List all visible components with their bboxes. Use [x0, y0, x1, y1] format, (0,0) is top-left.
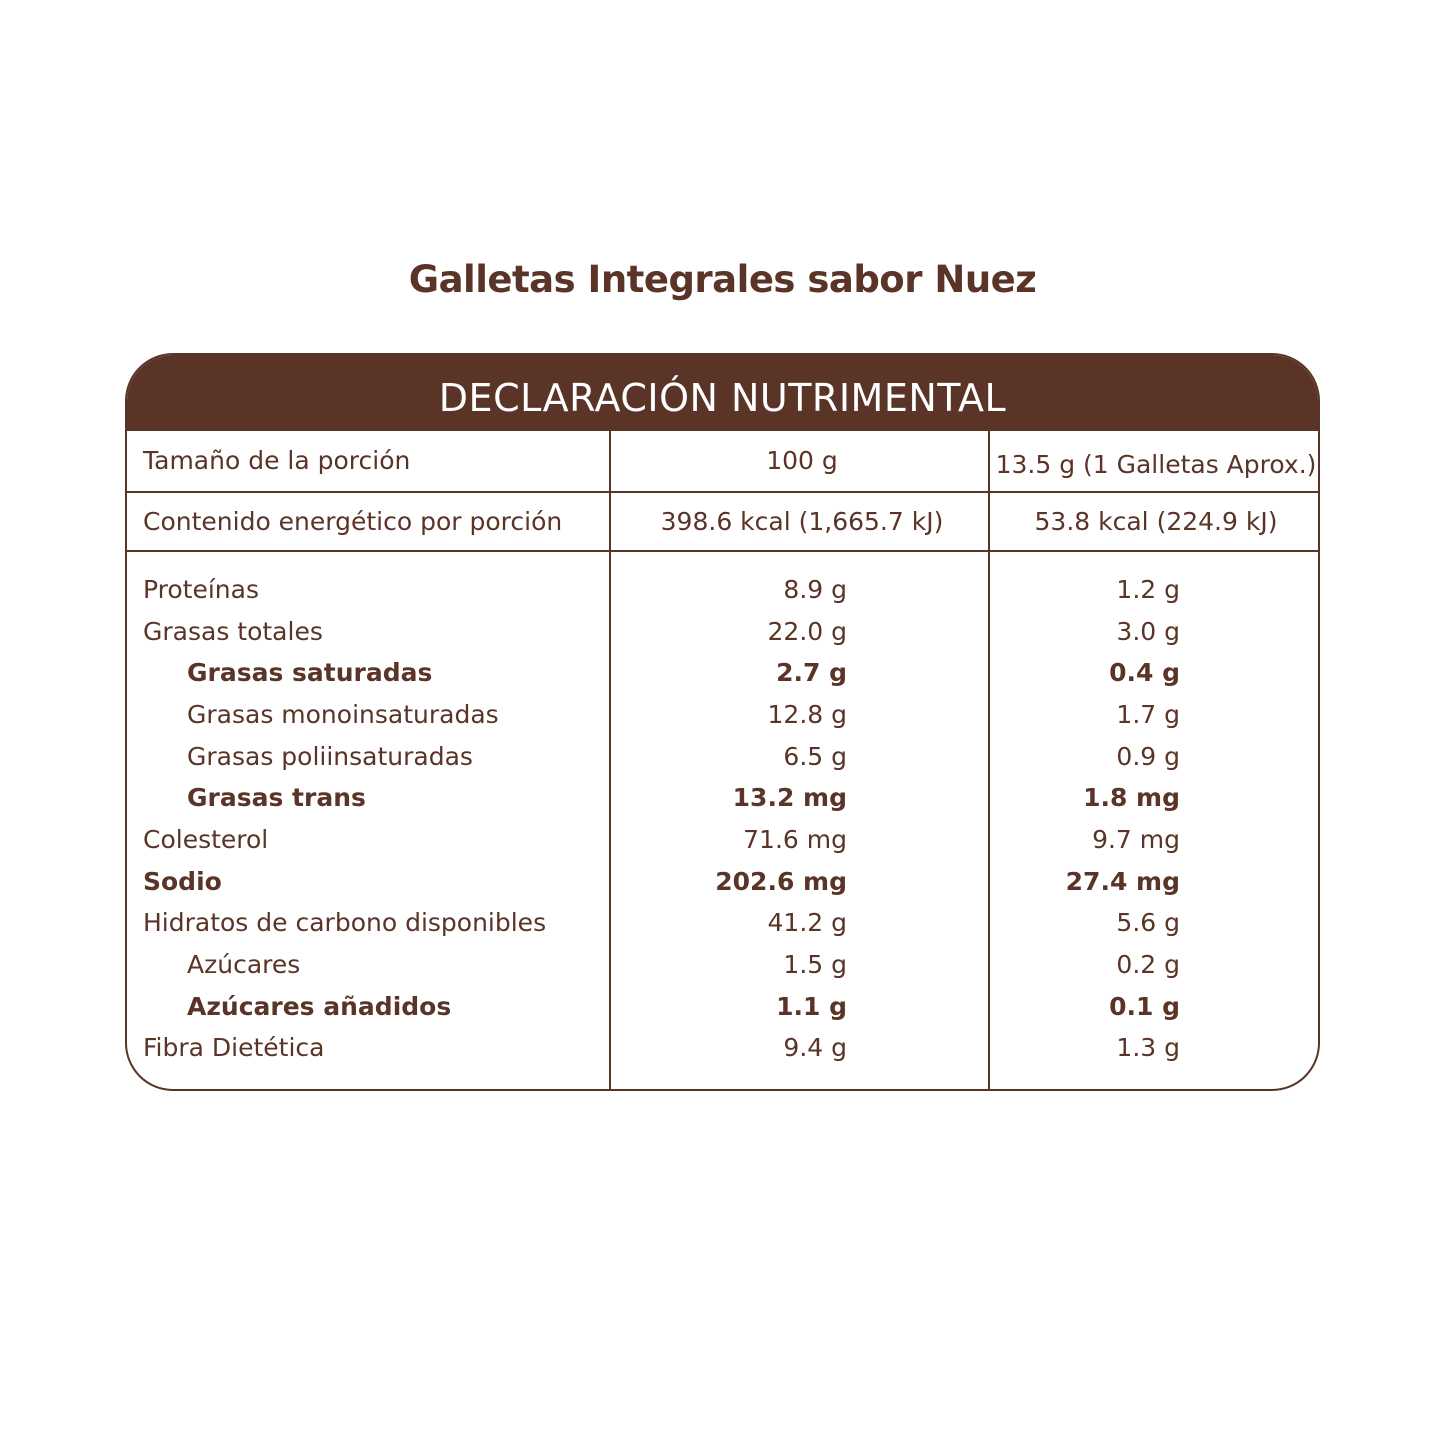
nutrient-value-portion: 3.0 g	[1116, 617, 1180, 646]
nutrient-value-100g: 6.5 g	[783, 742, 847, 771]
nutrient-value-portion: 1.8 mg	[1083, 783, 1180, 812]
nutrient-label: Grasas totales	[143, 617, 323, 646]
nutrient-value-100g: 2.7 g	[776, 658, 847, 687]
nutrient-value-100g: 13.2 mg	[732, 783, 847, 812]
nutrient-value-100g: 8.9 g	[783, 575, 847, 604]
nutrient-value-portion: 9.7 mg	[1092, 825, 1180, 854]
nutrient-value-100g: 9.4 g	[783, 1033, 847, 1062]
nutrient-value-portion: 0.1 g	[1109, 992, 1180, 1021]
nutrient-label: Azúcares añadidos	[187, 992, 452, 1021]
nutrient-label: Grasas poliinsaturadas	[187, 742, 473, 771]
nutrient-value-portion: 0.9 g	[1116, 742, 1180, 771]
nutrient-value-100g: 12.8 g	[767, 700, 847, 729]
serving-size-portion: 13.5 g (1 Galletas Aprox.)	[995, 450, 1317, 479]
energy-portion: 53.8 kcal (224.9 kJ)	[1034, 507, 1278, 536]
nutrition-table	[125, 353, 1320, 1091]
nutrient-label: Sodio	[143, 867, 222, 896]
nutrient-label: Hidratos de carbono disponibles	[143, 908, 547, 937]
nutrient-value-100g: 1.5 g	[783, 950, 847, 979]
nutrient-label: Grasas trans	[187, 783, 366, 812]
nutrient-value-100g: 202.6 mg	[715, 867, 847, 896]
nutrient-value-portion: 1.7 g	[1116, 700, 1180, 729]
nutrient-label: Fibra Dietética	[143, 1033, 325, 1062]
serving-size-label: Tamaño de la porción	[143, 446, 411, 475]
nutrient-value-portion: 0.4 g	[1109, 658, 1180, 687]
nutrient-value-portion: 1.2 g	[1116, 575, 1180, 604]
nutrient-label: Grasas saturadas	[187, 658, 433, 687]
serving-size-100g: 100 g	[766, 446, 838, 475]
nutrient-value-100g: 1.1 g	[776, 992, 847, 1021]
nutrient-label: Grasas monoinsaturadas	[187, 700, 499, 729]
product-title: Galletas Integrales sabor Nuez	[408, 258, 1037, 301]
nutrient-value-portion: 27.4 mg	[1065, 867, 1180, 896]
energy-label: Contenido energético por porción	[143, 507, 563, 536]
column-divider-1	[609, 431, 611, 1089]
table-header: DECLARACIÓN NUTRIMENTAL	[127, 355, 1318, 431]
nutrient-value-100g: 22.0 g	[767, 617, 847, 646]
nutrient-value-100g: 41.2 g	[767, 908, 847, 937]
energy-100g: 398.6 kcal (1,665.7 kJ)	[660, 507, 944, 536]
nutrient-label: Azúcares	[187, 950, 301, 979]
nutrient-value-100g: 71.6 mg	[743, 825, 847, 854]
nutrient-value-portion: 1.3 g	[1116, 1033, 1180, 1062]
row-divider-serving	[127, 491, 1318, 493]
nutrient-value-portion: 0.2 g	[1116, 950, 1180, 979]
nutrient-value-portion: 5.6 g	[1116, 908, 1180, 937]
nutrient-label: Proteínas	[143, 575, 259, 604]
row-divider-energy	[127, 550, 1318, 552]
nutrient-label: Colesterol	[143, 825, 269, 854]
